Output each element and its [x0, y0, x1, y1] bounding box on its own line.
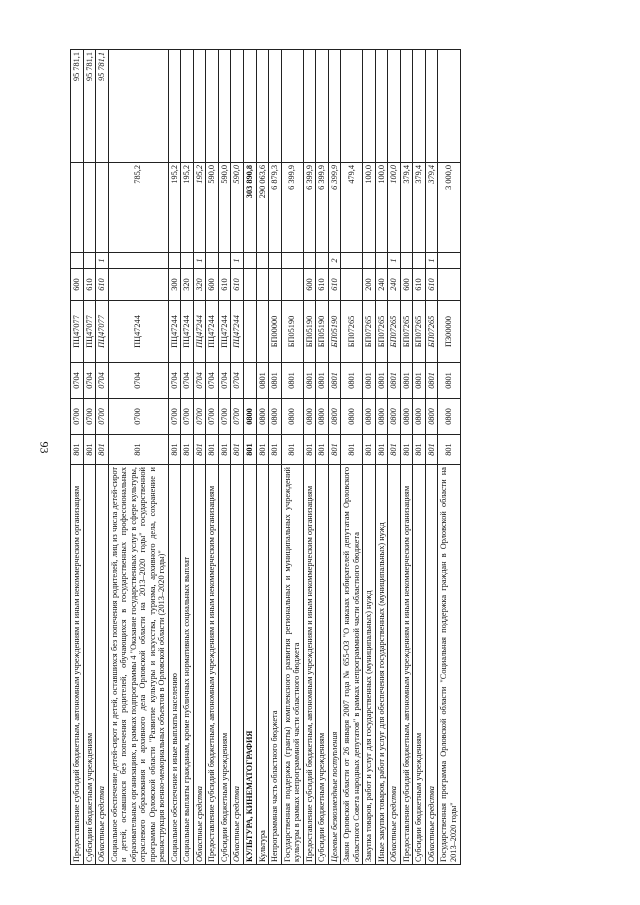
row-value-cell: П300000 — [438, 301, 460, 363]
row-value-cell: 801 — [400, 435, 413, 465]
table-row — [269, 50, 282, 865]
row-value-cell: 785,2 — [108, 163, 168, 253]
row-name-cell: Субсидии бюджетным учреждениям — [83, 465, 96, 865]
row-value-cell: 610 — [413, 269, 426, 301]
row-value-cell: 0704 — [231, 363, 244, 399]
row-value-cell: 0700 — [108, 399, 168, 435]
row-value-cell: 0704 — [181, 363, 194, 399]
row-value-cell: 0800 — [341, 399, 363, 435]
row-value-cell — [438, 253, 460, 269]
table-row — [83, 50, 96, 865]
row-value-cell: 2 — [328, 253, 341, 269]
row-value-cell — [341, 269, 363, 301]
table-row — [71, 50, 84, 865]
row-value-cell: ПЦ47244 — [168, 301, 181, 363]
row-value-cell: 600 — [206, 269, 219, 301]
row-name-cell: Культура — [256, 465, 269, 865]
row-value-cell: ПЦ47244 — [108, 301, 168, 363]
row-value-cell — [218, 253, 231, 269]
row-value-cell: 290 063,6 — [256, 163, 269, 253]
row-value-cell: 0801 — [413, 363, 426, 399]
row-value-cell: 801 — [71, 435, 84, 465]
row-value-cell — [71, 163, 84, 253]
row-value-cell: 240 — [388, 269, 401, 301]
row-value-cell: 801 — [281, 435, 303, 465]
row-value-cell — [108, 253, 168, 269]
row-value-cell: 379,4 — [413, 163, 426, 253]
row-value-cell: 0801 — [256, 363, 269, 399]
row-name-cell: Социальное обеспечение детей-сирот и детей, оставшихся без попечения родителей, лиц из числа детей-сирот и детей, оставшихся без попечения родителей, обучающихся в государственных профессиональных образовательных организациях, в рамках подпрограммы 4 "Оказание государственных услуг в сфере культуры, отраслевого образования и архивного дела Орловской области на 2013–2020 годы" государственной программы Орловской области "Развитие культуры и искусства, туризма, архивного дела, сохранение и реконструкция военно-мемориальных объектов в Орловской области (2013–2020 годы)" — [108, 465, 168, 865]
row-value-cell: 0800 — [281, 399, 303, 435]
row-name-cell: Предоставление субсидий бюджетным, автономным учреждениям и иным некоммерческим организациям — [400, 465, 413, 865]
row-value-cell: БП07265 — [400, 301, 413, 363]
table-row — [363, 50, 376, 865]
row-value-cell: 0700 — [96, 399, 109, 435]
row-value-cell: 0801 — [316, 363, 329, 399]
row-name-cell: Государственная поддержка (гранты) комплексного развития региональных и муниципальных учреждений культуры в рамках непрограммной части областного бюджета — [281, 465, 303, 865]
row-value-cell: 95 781,1 — [96, 50, 109, 163]
row-value-cell: 801 — [168, 435, 181, 465]
row-value-cell: 0704 — [71, 363, 84, 399]
row-name-cell: Предоставление субсидий бюджетным, автономным учреждениям и иным некоммерческим организациям — [206, 465, 219, 865]
row-value-cell — [400, 253, 413, 269]
row-value-cell: ПЦ47077 — [96, 301, 109, 363]
row-name-cell: Иные закупки товаров, работ и услуг для обеспечения государственных (муниципальных) нужд — [375, 465, 388, 865]
table-row — [303, 50, 316, 865]
row-value-cell: 610 — [328, 269, 341, 301]
row-value-cell: 3 000,0 — [438, 163, 460, 253]
row-value-cell — [243, 50, 256, 163]
row-name-cell: Областные средства — [388, 465, 401, 865]
row-name-cell: КУЛЬТУРА, КИНЕМАТОГРАФИЯ — [243, 465, 256, 865]
row-value-cell — [243, 363, 256, 399]
row-value-cell: 801 — [96, 435, 109, 465]
row-value-cell — [108, 269, 168, 301]
row-value-cell: 610 — [218, 269, 231, 301]
row-value-cell — [281, 253, 303, 269]
row-value-cell: 0800 — [438, 399, 460, 435]
table-row — [193, 50, 206, 865]
row-value-cell: 320 — [193, 269, 206, 301]
row-value-cell — [256, 50, 269, 163]
row-name-cell: Областные средства — [96, 465, 109, 865]
row-value-cell: 0800 — [388, 399, 401, 435]
page-number: 93 — [37, 441, 52, 454]
row-name-cell: Субсидии бюджетным учреждениям — [413, 465, 426, 865]
row-value-cell: БП07265 — [363, 301, 376, 363]
row-value-cell: 801 — [328, 435, 341, 465]
row-value-cell: 801 — [269, 435, 282, 465]
row-value-cell: 610 — [83, 269, 96, 301]
row-value-cell: 0704 — [218, 363, 231, 399]
row-value-cell: БП07265 — [388, 301, 401, 363]
row-value-cell — [363, 253, 376, 269]
row-value-cell: 0800 — [375, 399, 388, 435]
row-value-cell — [193, 50, 206, 163]
table-row — [425, 50, 438, 865]
row-value-cell — [363, 50, 376, 163]
row-value-cell — [206, 50, 219, 163]
row-value-cell: 0700 — [71, 399, 84, 435]
row-value-cell — [83, 253, 96, 269]
row-value-cell — [243, 269, 256, 301]
row-value-cell: БП05190 — [303, 301, 316, 363]
row-value-cell: 379,4 — [425, 163, 438, 253]
row-value-cell: 801 — [363, 435, 376, 465]
table-row — [108, 50, 168, 865]
row-value-cell: БП05190 — [328, 301, 341, 363]
row-value-cell — [83, 163, 96, 253]
row-value-cell — [281, 50, 303, 163]
row-value-cell — [108, 50, 168, 163]
row-value-cell — [256, 253, 269, 269]
row-value-cell — [269, 50, 282, 163]
row-value-cell: 0801 — [341, 363, 363, 399]
row-value-cell — [269, 269, 282, 301]
row-value-cell — [388, 50, 401, 163]
table-row — [438, 50, 460, 865]
row-value-cell: 610 — [231, 269, 244, 301]
budget-table-body — [71, 50, 461, 865]
row-value-cell — [243, 301, 256, 363]
row-name-cell: Социальное обеспечение и иные выплаты населению — [168, 465, 181, 865]
row-value-cell: 0801 — [269, 363, 282, 399]
row-value-cell: 320 — [181, 269, 194, 301]
row-value-cell: 0704 — [108, 363, 168, 399]
row-value-cell — [168, 253, 181, 269]
row-value-cell: 801 — [425, 435, 438, 465]
table-row — [168, 50, 181, 865]
row-value-cell — [303, 50, 316, 163]
table-row — [256, 50, 269, 865]
row-value-cell — [438, 50, 460, 163]
row-value-cell: ПЦ47244 — [231, 301, 244, 363]
row-name-cell: Государственная программа Орловской области "Социальная поддержка граждан в Орловской области на 2013–2020 годы" — [438, 465, 460, 865]
row-value-cell — [281, 269, 303, 301]
row-value-cell: 600 — [71, 269, 84, 301]
row-value-cell: 0801 — [425, 363, 438, 399]
row-value-cell: 801 — [256, 435, 269, 465]
row-name-cell: Предоставление субсидий бюджетным, автономным учреждениям и иным некоммерческим организациям — [303, 465, 316, 865]
row-value-cell: 801 — [108, 435, 168, 465]
row-value-cell: 0700 — [168, 399, 181, 435]
row-value-cell — [375, 253, 388, 269]
row-value-cell — [218, 50, 231, 163]
row-name-cell: Социальные выплаты гражданам, кроме публичных нормативных социальных выплат — [181, 465, 194, 865]
table-row — [206, 50, 219, 865]
row-value-cell: 801 — [231, 435, 244, 465]
row-name-cell: Закупка товаров, работ и услуг для государственных (муниципальных) нужд — [363, 465, 376, 865]
row-value-cell: 0801 — [400, 363, 413, 399]
row-value-cell: 6 399,9 — [303, 163, 316, 253]
row-value-cell: 6 399,9 — [316, 163, 329, 253]
row-value-cell — [96, 163, 109, 253]
row-value-cell: 0704 — [96, 363, 109, 399]
row-value-cell: БП05190 — [281, 301, 303, 363]
row-value-cell: ПЦ47077 — [83, 301, 96, 363]
row-value-cell — [341, 50, 363, 163]
row-value-cell: 1 — [388, 253, 401, 269]
row-value-cell: ПЦ47244 — [206, 301, 219, 363]
row-value-cell: 0801 — [281, 363, 303, 399]
row-value-cell — [256, 301, 269, 363]
row-name-cell: Областные средства — [425, 465, 438, 865]
row-value-cell — [375, 50, 388, 163]
row-value-cell: 95 781,1 — [71, 50, 84, 163]
row-value-cell — [243, 253, 256, 269]
row-value-cell — [231, 50, 244, 163]
row-value-cell: 0801 — [438, 363, 460, 399]
row-value-cell: 801 — [243, 435, 256, 465]
row-value-cell: 0801 — [363, 363, 376, 399]
row-value-cell: 6 879,3 — [269, 163, 282, 253]
row-value-cell — [413, 253, 426, 269]
table-row — [231, 50, 244, 865]
row-name-cell: Областные средства — [193, 465, 206, 865]
row-value-cell: 379,4 — [400, 163, 413, 253]
row-value-cell — [438, 269, 460, 301]
row-value-cell: 801 — [413, 435, 426, 465]
row-value-cell: 195,2 — [193, 163, 206, 253]
row-value-cell: 801 — [375, 435, 388, 465]
row-value-cell: 0800 — [413, 399, 426, 435]
row-value-cell: 0700 — [181, 399, 194, 435]
row-value-cell: 0704 — [168, 363, 181, 399]
row-value-cell — [256, 269, 269, 301]
table-row — [413, 50, 426, 865]
row-value-cell: 0800 — [256, 399, 269, 435]
row-value-cell: 195,2 — [168, 163, 181, 253]
row-value-cell: 303 890,8 — [243, 163, 256, 253]
row-value-cell — [341, 253, 363, 269]
row-value-cell — [181, 253, 194, 269]
row-value-cell — [206, 253, 219, 269]
row-value-cell: 0801 — [328, 363, 341, 399]
row-value-cell: 0700 — [231, 399, 244, 435]
row-value-cell: 0800 — [243, 399, 256, 435]
row-value-cell: 801 — [218, 435, 231, 465]
row-name-cell: Целевые безвозмездные поступления — [328, 465, 341, 865]
row-value-cell: 0700 — [206, 399, 219, 435]
row-value-cell: 0704 — [193, 363, 206, 399]
row-value-cell: 610 — [96, 269, 109, 301]
row-value-cell: 0800 — [400, 399, 413, 435]
row-value-cell: БП07265 — [413, 301, 426, 363]
row-value-cell: 600 — [400, 269, 413, 301]
row-value-cell: 195,2 — [181, 163, 194, 253]
row-value-cell: 0800 — [425, 399, 438, 435]
row-value-cell: 0704 — [83, 363, 96, 399]
row-value-cell: 801 — [193, 435, 206, 465]
table-row — [96, 50, 109, 865]
row-value-cell: 610 — [425, 269, 438, 301]
row-value-cell — [269, 253, 282, 269]
row-value-cell: ПЦ47244 — [218, 301, 231, 363]
budget-table — [70, 49, 461, 865]
row-value-cell: 0800 — [269, 399, 282, 435]
row-value-cell: 801 — [181, 435, 194, 465]
row-value-cell — [71, 253, 84, 269]
row-value-cell: БП07265 — [341, 301, 363, 363]
row-value-cell: 0801 — [303, 363, 316, 399]
table-row — [341, 50, 363, 865]
row-value-cell: 801 — [83, 435, 96, 465]
row-value-cell — [303, 253, 316, 269]
row-value-cell: 590,0 — [206, 163, 219, 253]
table-row — [388, 50, 401, 865]
row-value-cell: БП07265 — [375, 301, 388, 363]
row-value-cell: 1 — [96, 253, 109, 269]
row-value-cell: 100,0 — [363, 163, 376, 253]
row-name-cell: Областные средства — [231, 465, 244, 865]
row-value-cell: 300 — [168, 269, 181, 301]
row-name-cell: Закон Орловской области от 26 января 2007 года № 655-ОЗ "О наказах избирателей депутатам Орловского областного Совета народных депутатов" в рамках непрограммной части областного бюджета — [341, 465, 363, 865]
row-value-cell: ПЦ47244 — [181, 301, 194, 363]
row-value-cell: ПЦ47244 — [193, 301, 206, 363]
row-value-cell: 0801 — [388, 363, 401, 399]
row-value-cell: 0800 — [363, 399, 376, 435]
row-value-cell: 0800 — [328, 399, 341, 435]
row-value-cell: 200 — [363, 269, 376, 301]
row-value-cell: 240 — [375, 269, 388, 301]
row-value-cell: 0800 — [303, 399, 316, 435]
row-value-cell — [181, 50, 194, 163]
row-value-cell — [400, 50, 413, 163]
row-value-cell: 801 — [206, 435, 219, 465]
row-name-cell: Субсидии бюджетным учреждениям — [218, 465, 231, 865]
table-row — [400, 50, 413, 865]
row-value-cell — [425, 50, 438, 163]
row-value-cell: 1 — [231, 253, 244, 269]
row-value-cell: 801 — [341, 435, 363, 465]
row-value-cell: 1 — [425, 253, 438, 269]
row-value-cell: 100,0 — [388, 163, 401, 253]
row-value-cell: 0700 — [218, 399, 231, 435]
row-value-cell: 0800 — [316, 399, 329, 435]
row-value-cell: 801 — [316, 435, 329, 465]
row-value-cell: 0700 — [83, 399, 96, 435]
row-value-cell: 0700 — [193, 399, 206, 435]
row-value-cell: 610 — [316, 269, 329, 301]
row-value-cell: 801 — [303, 435, 316, 465]
row-value-cell: 479,4 — [341, 163, 363, 253]
row-value-cell — [328, 50, 341, 163]
table-row — [218, 50, 231, 865]
row-value-cell — [413, 50, 426, 163]
row-value-cell: 600 — [303, 269, 316, 301]
row-value-cell: 1 — [193, 253, 206, 269]
table-row — [328, 50, 341, 865]
row-name-cell: Предоставление субсидий бюджетным, автономным учреждениям и иным некоммерческим организациям — [71, 465, 84, 865]
row-value-cell: 100,0 — [375, 163, 388, 253]
row-value-cell: БП00000 — [269, 301, 282, 363]
row-value-cell: 6 399,9 — [328, 163, 341, 253]
row-value-cell: БП07265 — [425, 301, 438, 363]
row-value-cell: ПЦ47077 — [71, 301, 84, 363]
row-value-cell: 590,0 — [231, 163, 244, 253]
row-value-cell: 590,0 — [218, 163, 231, 253]
table-row — [181, 50, 194, 865]
table-row — [281, 50, 303, 865]
table-row — [316, 50, 329, 865]
row-name-cell: Непрограммная часть областного бюджета — [269, 465, 282, 865]
row-value-cell: 801 — [438, 435, 460, 465]
row-value-cell: БП05190 — [316, 301, 329, 363]
row-value-cell: 6 399,9 — [281, 163, 303, 253]
row-value-cell: 0801 — [375, 363, 388, 399]
table-row — [243, 50, 256, 865]
row-value-cell — [168, 50, 181, 163]
row-value-cell — [316, 253, 329, 269]
row-value-cell: 801 — [388, 435, 401, 465]
row-value-cell — [316, 50, 329, 163]
row-value-cell: 0704 — [206, 363, 219, 399]
row-name-cell: Субсидии бюджетным учреждениям — [316, 465, 329, 865]
row-value-cell: 95 781,1 — [83, 50, 96, 163]
table-row — [375, 50, 388, 865]
